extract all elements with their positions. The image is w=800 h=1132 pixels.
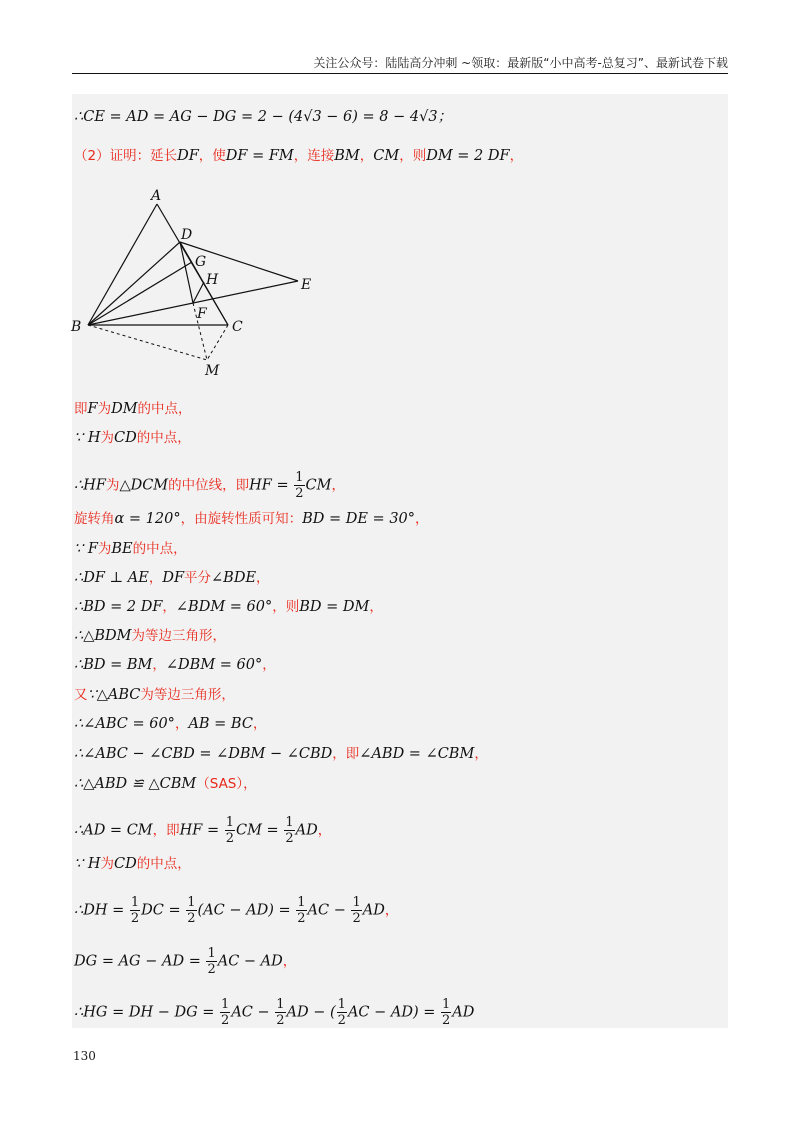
math-expression: BM [334,148,360,164]
explanation-text: ， [282,953,297,970]
page-header: 关注公众号：陆陆高分冲刺 ~领取：最新版“小中高考-总复习”、最新试卷下载 [313,56,728,70]
fraction-numerator: 1 [337,997,346,1012]
explanation-text: ， [152,657,166,673]
solution-line-13 [74,715,266,733]
math-expression: AD [295,822,318,839]
segment-BD [88,242,180,325]
explanation-text: ，即 [332,746,360,762]
fraction-denominator: 2 [221,1013,230,1028]
fraction [284,815,294,846]
fraction-numerator: 1 [225,815,234,830]
dashed-CM [207,325,228,360]
segment-HF [193,282,204,303]
fraction-numerator: 1 [130,895,140,910]
explanation-text: 为 [97,541,112,557]
explanation-text: 的中点， [137,401,192,417]
math-expression: BE [111,541,133,557]
fraction [225,815,235,846]
fraction-denominator: 2 [442,1013,451,1028]
explanation-text: 即 [74,401,88,417]
math-expression: DF [177,148,199,164]
fraction [351,895,361,926]
fraction [206,946,216,977]
label-F: F [197,306,207,322]
math-expression: ∠BDE [211,570,257,586]
geometry-figure [66,182,326,382]
explanation-text: （SAS）， [196,776,257,792]
label-C: C [232,319,243,335]
fraction [337,997,347,1028]
math-expression: α = 120° [114,511,181,527]
label-H: H [206,272,219,288]
explanation-text: ， [317,822,332,839]
math-expression: DC = [141,902,186,919]
explanation-text: 旋转角 [74,511,115,527]
explanation-text: 的中点， [136,430,191,446]
math-expression: ∠BDM = 60° [175,599,273,615]
math-expression: DG = AG − AD = [74,953,206,970]
solution-line-4 [74,429,191,447]
solution-line-16 [74,815,331,846]
explanation-text: 为 [100,430,114,446]
explanation-text: ， [509,148,524,164]
math-expression: CD [113,856,137,872]
explanation-text: ，则 [272,599,300,615]
explanation-text: ， [359,148,374,164]
segment-DF [180,242,193,303]
header-rule [72,73,728,74]
fraction-numerator: 1 [297,895,306,910]
fraction [220,997,230,1028]
page-number: 130 [73,1049,96,1063]
math-expression: ∴BD = 2 DF [74,599,163,615]
label-D: D [181,227,193,243]
fraction-numerator: 1 [442,997,451,1012]
explanation-text: ， [369,599,383,615]
math-expression: ∴△ABD ≌ △CBM [74,776,197,792]
math-expression: ∴∠ABC = 60° [74,716,175,732]
label-M: M [205,363,220,379]
explanation-text: ， [331,477,345,494]
math-expression: ∴DF ⊥ AE [74,570,149,586]
math-expression: ∴CE = AD = AG − DG = 2 − (4√3 − 6) = 8 − 4√3； [74,109,453,125]
math-expression: AB = BC [188,716,253,732]
math-expression: HF = [249,477,294,494]
fraction [130,895,140,926]
math-expression: AC − AD [217,953,283,970]
math-expression: ∴∠ABC − ∠CBD = ∠DBM − ∠CBD [74,746,333,762]
fraction-denominator: 2 [187,911,196,926]
solution-line-11 [74,656,276,674]
solution-line-17 [74,855,191,873]
explanation-text: 的中点， [136,856,191,872]
explanation-text: ， [262,657,276,673]
label-B: B [71,319,82,335]
fraction-numerator: 1 [352,895,361,910]
math-expression: CM = [236,822,284,839]
explanation-text: ， [174,716,189,732]
math-expression: ∵ F [74,541,98,557]
math-expression: CM [373,148,400,164]
math-expression: △DCM [119,477,169,494]
explanation-text: ，则 [399,148,427,164]
fraction [296,895,306,926]
fraction [294,470,304,501]
fraction-denominator: 2 [352,911,361,926]
math-expression: ∴BD = BM [74,657,153,673]
explanation-text: 的中点， [132,541,187,557]
explanation-text: ，由旋转性质可知： [180,511,303,527]
math-expression: ∵ H [74,856,101,872]
math-expression: AD − ( [286,1004,336,1021]
dashed-BM [88,325,207,360]
fraction-numerator: 1 [207,946,216,961]
solution-line-9 [74,598,383,616]
fraction [186,895,196,926]
solution-line-5 [74,470,345,501]
math-expression: ∴△BDM [74,628,132,644]
explanation-text: 为等边三角形， [131,628,227,644]
math-expression: ∴HF [74,477,106,494]
explanation-text: 为 [105,477,120,494]
math-expression: AD [362,902,385,919]
solution-line-7 [74,540,187,558]
fraction-denominator: 2 [276,1013,285,1028]
fraction-numerator: 1 [285,815,294,830]
math-expression: AC − AD) = [347,1004,441,1021]
explanation-text: ， [148,570,163,586]
label-A: A [151,188,162,204]
math-expression: BD = DM [299,599,370,615]
fraction-numerator: 1 [187,895,196,910]
explanation-text: ，连接 [293,148,335,164]
math-expression: AC − [307,902,351,919]
math-expression: HF = [179,822,224,839]
fraction-numerator: 1 [221,997,230,1012]
fraction-denominator: 2 [337,1013,346,1028]
explanation-text: 平分 [184,570,212,586]
segment-AB [88,204,157,325]
solution-line-15 [74,775,257,793]
math-expression: ∴AD = CM [74,822,153,839]
fraction-denominator: 2 [130,911,140,926]
explanation-text: 为 [100,856,114,872]
fraction-numerator: 1 [276,997,285,1012]
math-expression: ∴DH = [74,902,129,919]
math-expression: ∠ABD = ∠CBM [359,746,475,762]
solution-line-19 [74,946,296,977]
math-expression: ∵△ABC [87,687,141,703]
explanation-text: 的中位线，即 [168,477,250,494]
segment-BG [88,262,192,325]
fraction-denominator: 2 [297,911,306,926]
math-expression: CD [113,430,137,446]
explanation-text: 为 [97,401,112,417]
fraction-numerator: 1 [295,470,304,485]
label-E: E [301,277,312,293]
fraction-denominator: 2 [295,486,304,501]
fraction [441,997,451,1028]
solution-line-6 [74,510,429,528]
solution-line-8 [74,569,270,587]
fraction-denominator: 2 [207,962,216,977]
solution-line-18 [74,895,398,926]
math-expression: F [87,401,98,417]
solution-line-1 [74,108,452,126]
explanation-text: ， [256,570,270,586]
math-expression: CM [305,477,332,494]
math-expression: DF [162,570,185,586]
explanation-text: （2）证明：延长 [74,148,178,164]
fraction-denominator: 2 [285,831,294,846]
fraction-denominator: 2 [225,831,234,846]
solution-line-14 [74,745,488,763]
solution-line-10 [74,627,226,645]
solution-line-20 [74,997,474,1028]
explanation-text: 又 [74,687,88,703]
explanation-text: ， [415,511,429,527]
explanation-text: 为等边三角形， [140,687,235,703]
explanation-text: ，即 [152,822,180,839]
math-expression: ∵ H [74,430,101,446]
math-expression: DF = FM [225,148,294,164]
math-expression: (AC − AD) = [197,902,296,919]
math-expression: ∴HG = DH − DG = [74,1004,220,1021]
explanation-text: ， [252,716,267,732]
math-expression: DM [111,401,138,417]
solution-line-2 [74,147,523,165]
fraction [275,997,285,1028]
math-expression: ∠DBM = 60° [165,657,263,673]
label-G: G [195,254,207,270]
math-expression: BD = DE = 30° [302,511,416,527]
math-expression: DM = 2 DF [426,148,510,164]
solution-line-12 [74,686,235,704]
explanation-text: ， [162,599,176,615]
explanation-text: ， [384,902,399,919]
solution-line-3 [74,400,192,418]
math-expression: AC − [231,1004,275,1021]
explanation-text: ， [474,746,488,762]
math-expression: AD [452,1004,475,1021]
explanation-text: ，使 [198,148,226,164]
